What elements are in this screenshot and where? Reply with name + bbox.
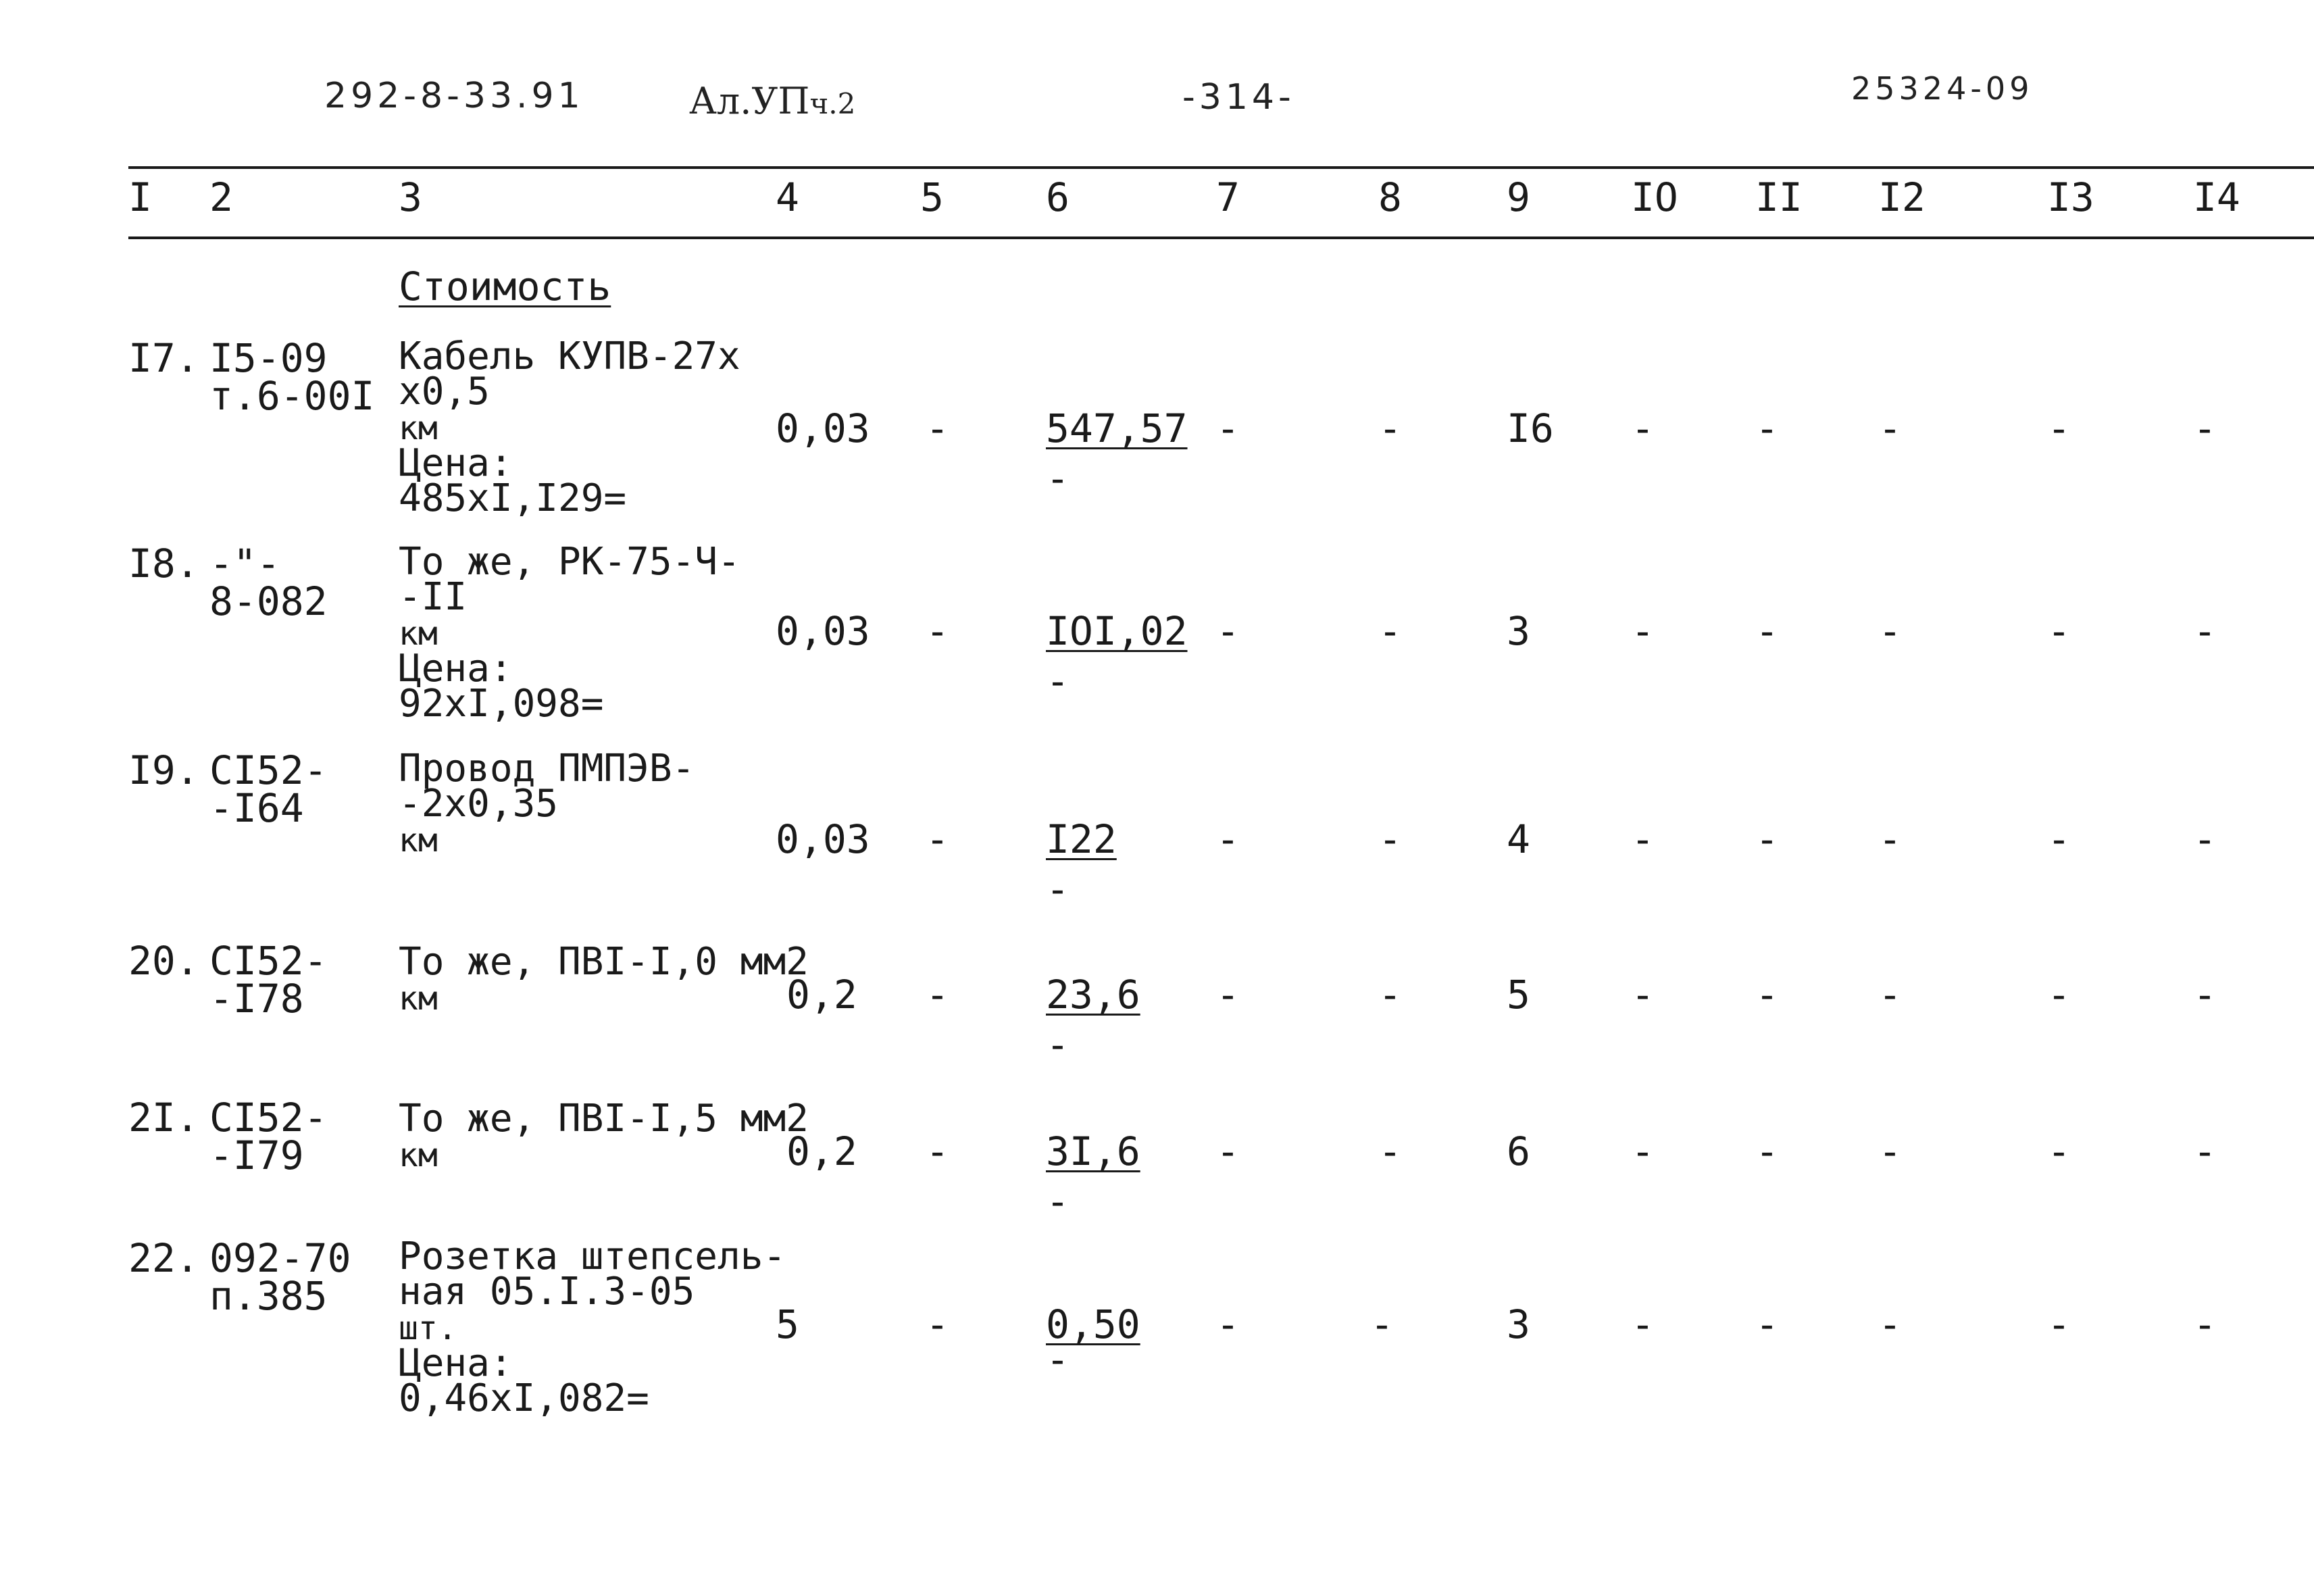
section-title: Стоимость: [399, 264, 611, 309]
code-line: I5-09: [209, 335, 328, 381]
cell-col10: -: [1631, 608, 1655, 654]
cell-col10: -: [1631, 1128, 1655, 1174]
cell-col6-sub: -: [1046, 1022, 1070, 1068]
col-header-2: 2: [209, 174, 233, 220]
album-name: Ал.УП: [689, 80, 810, 122]
desc-line: -2х0,35: [399, 782, 559, 826]
desc-unit: км: [399, 980, 438, 1018]
cell-col14: -: [2193, 405, 2217, 451]
desc-line: -II: [399, 575, 468, 619]
archive-number: 25324-09: [1851, 70, 2034, 107]
row-number: I7.: [128, 335, 199, 381]
row-description: [399, 940, 809, 1018]
cell-col14: -: [2193, 1301, 2217, 1347]
album-part: ч.2: [809, 87, 856, 120]
document-code: 292-8-33.91: [324, 76, 584, 116]
row-code: [209, 747, 328, 831]
col-header-13: I3: [2047, 174, 2094, 220]
cell-col13: -: [2047, 608, 2071, 654]
row-code: [209, 938, 328, 1022]
cell-col9: 3: [1507, 608, 1530, 654]
col-header-5: 5: [920, 174, 944, 220]
cell-col10: -: [1631, 405, 1655, 451]
desc-line: Розетка штепсель-: [399, 1235, 786, 1278]
cell-col7: -: [1216, 608, 1240, 654]
col-header-3: 3: [399, 174, 422, 220]
cell-col8: -: [1370, 1301, 1394, 1347]
cell-col12: -: [1878, 1128, 1902, 1174]
cell-col6: 547,57: [1046, 405, 1188, 451]
desc-line: Цена:: [399, 1341, 513, 1385]
code-line: 8-082: [209, 578, 328, 624]
cell-col8: -: [1378, 608, 1402, 654]
table-top-rule: [128, 166, 2314, 169]
cell-col6-sub: -: [1046, 1178, 1070, 1224]
desc-line: х0,5: [399, 370, 490, 414]
cell-col5: -: [926, 608, 949, 654]
desc-unit: км: [399, 1137, 438, 1174]
cell-col9: 5: [1507, 972, 1530, 1018]
cell-col6: 23,6: [1046, 972, 1140, 1018]
row-number: I9.: [128, 747, 199, 793]
desc-line: Цена:: [399, 647, 513, 691]
cell-col13: -: [2047, 1301, 2071, 1347]
col-header-4: 4: [776, 174, 799, 220]
desc-unit: шт.: [399, 1310, 457, 1347]
cell-col4: 0,03: [776, 816, 870, 862]
cell-col6-sub: -: [1046, 1337, 1070, 1382]
cell-col12: -: [1878, 816, 1902, 862]
cell-col14: -: [2193, 608, 2217, 654]
cell-col14: -: [2193, 972, 2217, 1018]
row-number: 2I.: [128, 1095, 199, 1141]
cell-col6: IOI,02: [1046, 608, 1188, 654]
desc-line: То же, РК-75-Ч-: [399, 540, 740, 584]
desc-line: 0,46хI,082=: [399, 1376, 649, 1420]
cell-col4: 0,2: [786, 972, 857, 1018]
cell-col14: -: [2193, 816, 2217, 862]
code-line: -I64: [209, 785, 304, 831]
cell-col10: -: [1631, 1301, 1655, 1347]
cell-col11: -: [1755, 1128, 1779, 1174]
code-line: т.6-00I: [209, 373, 375, 419]
col-header-6: 6: [1046, 174, 1070, 220]
desc-line: То же, ПВI-I,0 мм2: [399, 940, 809, 984]
col-header-9: 9: [1507, 174, 1530, 220]
desc-line: 485хI,I29=: [399, 476, 627, 520]
cell-col12: -: [1878, 972, 1902, 1018]
desc-line: ная 05.I.3-05: [399, 1270, 695, 1314]
col-header-8: 8: [1378, 174, 1402, 220]
col-header-11: II: [1755, 174, 1803, 220]
cell-col13: -: [2047, 405, 2071, 451]
cell-col6-sub: -: [1046, 658, 1070, 704]
cell-col8: -: [1378, 405, 1402, 451]
col-header-10: IO: [1631, 174, 1678, 220]
col-header-12: I2: [1878, 174, 1926, 220]
row-code: [209, 335, 375, 419]
cell-col5: -: [926, 816, 949, 862]
row-code: [209, 1095, 328, 1178]
cell-col11: -: [1755, 972, 1779, 1018]
cell-col7: -: [1216, 405, 1240, 451]
cell-col5: -: [926, 972, 949, 1018]
desc-line: 92хI,098=: [399, 682, 604, 726]
row-number: 22.: [128, 1235, 199, 1281]
cell-col6: 0,50: [1046, 1301, 1140, 1347]
cell-col5: -: [926, 405, 949, 451]
cell-col13: -: [2047, 816, 2071, 862]
table-header-rule: [128, 236, 2314, 239]
page-number: -314-: [1182, 77, 1295, 118]
cell-col10: -: [1631, 972, 1655, 1018]
cell-col4: 0,03: [776, 405, 870, 451]
cell-col4: 0,2: [786, 1128, 857, 1174]
col-header-14: I4: [2193, 174, 2240, 220]
cell-col6: I22: [1046, 816, 1117, 862]
cell-col8: -: [1378, 1128, 1402, 1174]
cell-col4: 0,03: [776, 608, 870, 654]
desc-unit: км: [399, 822, 438, 859]
col-header-1: I: [128, 174, 152, 220]
cell-col7: -: [1216, 1301, 1240, 1347]
cell-col13: -: [2047, 1128, 2071, 1174]
code-line: CI52-: [209, 938, 328, 984]
desc-line: Кабель КУПВ-27х: [399, 334, 740, 378]
cell-col5: -: [926, 1301, 949, 1347]
code-line: -"-: [209, 541, 280, 587]
cell-col9: 3: [1507, 1301, 1530, 1347]
cell-col7: -: [1216, 816, 1240, 862]
cell-col13: -: [2047, 972, 2071, 1018]
cell-col6-sub: -: [1046, 455, 1070, 501]
cell-col10: -: [1631, 816, 1655, 862]
row-description: [399, 334, 740, 520]
cell-col8: -: [1378, 816, 1402, 862]
desc-line: То же, ПВI-I,5 мм2: [399, 1097, 809, 1141]
cell-col11: -: [1755, 405, 1779, 451]
desc-unit: км: [399, 615, 438, 653]
code-line: 092-70: [209, 1235, 351, 1281]
cell-col11: -: [1755, 1301, 1779, 1347]
album-label: [689, 80, 855, 122]
cell-col7: -: [1216, 1128, 1240, 1174]
cell-col7: -: [1216, 972, 1240, 1018]
code-line: CI52-: [209, 1095, 328, 1141]
cell-col4: 5: [776, 1301, 799, 1347]
desc-unit: км: [399, 409, 438, 447]
row-number: 20.: [128, 938, 199, 984]
desc-line: Цена:: [399, 441, 513, 485]
row-description: [399, 1097, 809, 1174]
row-description: [399, 540, 740, 726]
cell-col11: -: [1755, 816, 1779, 862]
code-line: -I78: [209, 976, 304, 1022]
cell-col8: -: [1378, 972, 1402, 1018]
row-code: [209, 1235, 351, 1319]
row-code: [209, 541, 328, 624]
cell-col5: -: [926, 1128, 949, 1174]
col-header-7: 7: [1216, 174, 1240, 220]
cell-col9: I6: [1507, 405, 1554, 451]
cell-col6: 3I,6: [1046, 1128, 1140, 1174]
cell-col11: -: [1755, 608, 1779, 654]
cell-col9: 6: [1507, 1128, 1530, 1174]
code-line: CI52-: [209, 747, 328, 793]
cell-col12: -: [1878, 1301, 1902, 1347]
code-line: п.385: [209, 1273, 328, 1319]
cell-col12: -: [1878, 608, 1902, 654]
cell-col6-sub: -: [1046, 866, 1070, 912]
cell-col9: 4: [1507, 816, 1530, 862]
cell-col14: -: [2193, 1128, 2217, 1174]
row-description: [399, 1235, 786, 1420]
desc-line: Провод ПМПЭВ-: [399, 747, 695, 791]
row-number: I8.: [128, 541, 199, 587]
code-line: -I79: [209, 1132, 304, 1178]
cell-col12: -: [1878, 405, 1902, 451]
row-description: [399, 747, 695, 859]
